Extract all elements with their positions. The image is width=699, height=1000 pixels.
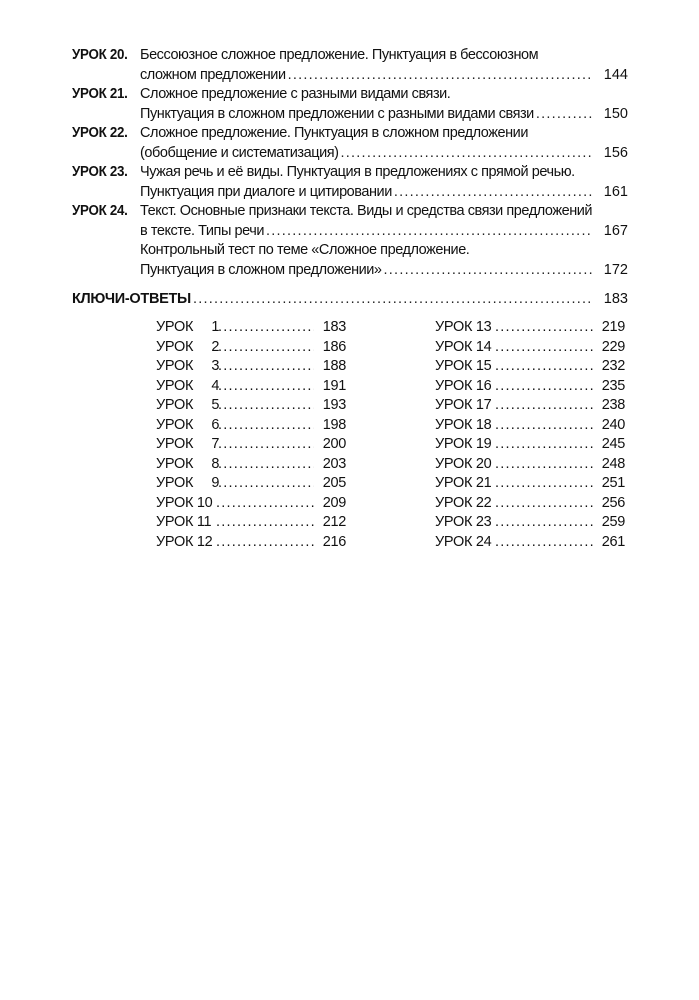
answer-lesson-number: 3 — [211, 358, 220, 374]
answers-column-left — [156, 318, 346, 552]
answer-row — [156, 474, 346, 494]
dot-leader — [495, 377, 593, 397]
answer-row — [435, 396, 625, 416]
answer-page: 198 — [322, 416, 346, 433]
answer-lesson-number: 13 — [475, 319, 492, 335]
answer-row — [156, 357, 346, 377]
answer-page: 232 — [601, 358, 625, 374]
toc-entry-page: 156 — [603, 144, 628, 161]
answer-page: 203 — [322, 455, 346, 472]
toc-entry-line: в тексте. Типы речи — [140, 222, 265, 239]
answer-page: 261 — [601, 533, 625, 550]
answer-row — [156, 318, 346, 338]
answer-lesson-word: УРОК — [156, 533, 194, 550]
answer-lesson-word: УРОК — [156, 494, 194, 511]
answer-lesson-number: 17 — [475, 397, 492, 413]
answer-lesson-word: УРОК — [156, 397, 194, 413]
toc-entry-page: 167 — [603, 222, 628, 239]
dot-leader — [495, 416, 593, 436]
answer-lesson-word: УРОК — [156, 416, 194, 433]
toc-entry-line: Бессоюзное сложное предложение. Пунктуация в бессоюзном — [140, 47, 539, 63]
answer-page: 193 — [322, 397, 346, 413]
dot-leader — [218, 435, 314, 455]
answer-lesson-number: 4 — [211, 377, 220, 394]
toc-entry-label: УРОК 24. — [72, 203, 128, 219]
answer-lesson-word: УРОК — [435, 533, 473, 550]
answer-lesson-word: УРОК — [435, 397, 473, 413]
toc-entry-label: УРОК 21. — [72, 86, 128, 102]
dot-leader — [495, 357, 593, 377]
toc-entry-page: 172 — [603, 261, 628, 278]
answer-lesson-number: 19 — [475, 436, 492, 452]
answer-lesson-number: 23 — [475, 514, 492, 530]
answer-row — [435, 377, 625, 397]
dot-leader — [218, 338, 314, 358]
dot-leader — [495, 533, 593, 553]
answer-page: 219 — [601, 319, 625, 335]
answer-lesson-word: УРОК — [435, 338, 473, 355]
dot-leader — [216, 494, 314, 514]
answer-lesson-number: 12 — [196, 533, 213, 550]
toc-entry-line: сложном предложении — [140, 66, 286, 83]
answer-page: 216 — [322, 533, 346, 550]
answer-row — [156, 533, 346, 553]
answer-page: 188 — [322, 358, 346, 374]
answer-page: 200 — [322, 436, 346, 452]
answer-lesson-number: 9 — [211, 475, 220, 491]
answer-lesson-number: 24 — [475, 533, 492, 550]
dot-leader — [218, 318, 314, 338]
dot-leader — [218, 357, 314, 377]
answer-row — [156, 455, 346, 475]
toc-entry-label: УРОК 20. — [72, 47, 128, 63]
keys-answers-page: 183 — [603, 291, 628, 307]
toc-entry — [72, 202, 628, 241]
answer-page: 238 — [601, 397, 625, 413]
dot-leader — [218, 416, 314, 436]
dot-leader — [216, 513, 314, 533]
answer-lesson-number: 21 — [475, 475, 492, 491]
answer-lesson-number: 11 — [196, 514, 212, 530]
toc-entry-line: Чужая речь и её виды. Пунктуация в предложениях с прямой речью. — [140, 164, 575, 180]
answer-page: 212 — [322, 514, 346, 530]
answer-lesson-number: 16 — [475, 377, 492, 394]
dot-leader — [266, 222, 592, 242]
answer-lesson-word: УРОК — [435, 455, 473, 472]
answer-row — [156, 494, 346, 514]
toc-entry-line: Пунктуация в сложном предложении с разными видами связи — [140, 105, 534, 122]
answer-row — [156, 396, 346, 416]
answer-lesson-number: 8 — [211, 455, 220, 472]
answer-lesson-word: УРОК — [156, 377, 194, 394]
answer-page: 259 — [601, 514, 625, 530]
answer-page: 229 — [601, 338, 625, 355]
table-of-contents — [72, 46, 628, 310]
answer-lesson-word: УРОК — [435, 358, 473, 374]
answer-row — [435, 455, 625, 475]
dot-leader — [495, 396, 593, 416]
answer-lesson-number: 2 — [211, 338, 220, 355]
dot-leader — [495, 435, 593, 455]
answer-lesson-word: УРОК — [156, 455, 194, 472]
toc-entry — [72, 124, 628, 163]
toc-entry — [72, 46, 628, 85]
dot-leader — [495, 338, 593, 358]
answer-lesson-number: 6 — [211, 416, 220, 433]
toc-entry — [72, 241, 628, 280]
answer-lesson-number: 22 — [475, 494, 492, 511]
answer-page: 183 — [322, 319, 346, 335]
answer-lesson-word: УРОК — [156, 475, 194, 491]
answer-lesson-word: УРОК — [156, 514, 194, 530]
answer-row — [435, 474, 625, 494]
toc-entry-line: Контрольный тест по теме «Сложное предложение. — [140, 242, 470, 258]
toc-entry-line: Пунктуация в сложном предложении» — [140, 261, 382, 278]
answer-lesson-word: УРОК — [435, 514, 473, 530]
answer-lesson-number: 5 — [211, 397, 220, 413]
dot-leader — [495, 513, 593, 533]
answer-page: 186 — [322, 338, 346, 355]
answer-page: 248 — [601, 455, 625, 472]
answer-lesson-word: УРОК — [435, 475, 473, 491]
dot-leader — [216, 533, 314, 553]
answer-lesson-word: УРОК — [156, 436, 194, 452]
answer-lesson-number: 1 — [211, 319, 220, 335]
answer-row — [435, 435, 625, 455]
dot-leader — [495, 494, 593, 514]
toc-entry-page: 144 — [603, 66, 628, 83]
answer-row — [435, 494, 625, 514]
answer-row — [156, 435, 346, 455]
answer-lesson-word: УРОК — [435, 436, 473, 452]
answers-column-right — [435, 318, 625, 552]
answer-lesson-word: УРОК — [435, 494, 473, 511]
dot-leader — [218, 455, 314, 475]
answer-row — [435, 513, 625, 533]
dot-leader — [495, 455, 593, 475]
toc-entry-line: (обобщение и систематизация) — [140, 144, 339, 161]
answer-lesson-number: 7 — [211, 436, 220, 452]
answer-page: 191 — [322, 377, 346, 394]
dot-leader — [218, 396, 314, 416]
answer-row — [156, 513, 346, 533]
dot-leader — [341, 144, 592, 164]
toc-entry-line: Сложное предложение. Пунктуация в сложном предложении — [140, 125, 528, 141]
answer-row — [156, 416, 346, 436]
toc-entry — [72, 163, 628, 202]
answer-page: 205 — [322, 475, 346, 491]
toc-entry-label: УРОК 22. — [72, 125, 128, 141]
answer-lesson-word: УРОК — [435, 377, 473, 394]
answer-lesson-number: 14 — [475, 338, 492, 355]
answer-page: 245 — [601, 436, 625, 452]
dot-leader — [288, 66, 592, 86]
answer-lesson-word: УРОК — [435, 319, 473, 335]
keys-answers-entry — [72, 290, 628, 310]
answer-page: 235 — [601, 377, 625, 394]
toc-entry-line: Текст. Основные признаки текста. Виды и средства связи предложений — [140, 203, 593, 219]
answer-row — [435, 338, 625, 358]
toc-entry-line: Пунктуация при диалоге и цитировании — [140, 183, 392, 200]
answer-row — [435, 533, 625, 553]
answer-row — [156, 338, 346, 358]
dot-leader — [193, 290, 592, 310]
answer-lesson-number: 18 — [475, 416, 492, 433]
answer-row — [156, 377, 346, 397]
dot-leader — [218, 474, 314, 494]
toc-entry — [72, 85, 628, 124]
answer-lesson-word: УРОК — [156, 358, 194, 374]
dot-leader — [218, 377, 314, 397]
answer-lesson-word: УРОК — [156, 319, 194, 335]
answer-row — [435, 357, 625, 377]
dot-leader — [384, 261, 592, 281]
toc-entry-page: 150 — [603, 105, 628, 122]
keys-answers-label: КЛЮЧИ-ОТВЕТЫ — [72, 291, 191, 307]
dot-leader — [536, 105, 592, 125]
answer-page: 251 — [601, 475, 625, 491]
answer-lesson-number: 20 — [475, 455, 492, 472]
toc-entry-line: Сложное предложение с разными видами связи. — [140, 86, 451, 102]
answer-page: 209 — [322, 494, 346, 511]
dot-leader — [495, 474, 593, 494]
answer-lesson-word: УРОК — [156, 338, 194, 355]
answer-row — [435, 416, 625, 436]
answer-lesson-number: 10 — [196, 494, 213, 511]
answer-page: 256 — [601, 494, 625, 511]
answer-lesson-number: 15 — [475, 358, 492, 374]
toc-entry-page: 161 — [603, 183, 628, 200]
dot-leader — [495, 318, 593, 338]
answer-page: 240 — [601, 416, 625, 433]
dot-leader — [394, 183, 592, 203]
answer-row — [435, 318, 625, 338]
toc-entry-label: УРОК 23. — [72, 164, 128, 180]
answer-lesson-word: УРОК — [435, 416, 473, 433]
